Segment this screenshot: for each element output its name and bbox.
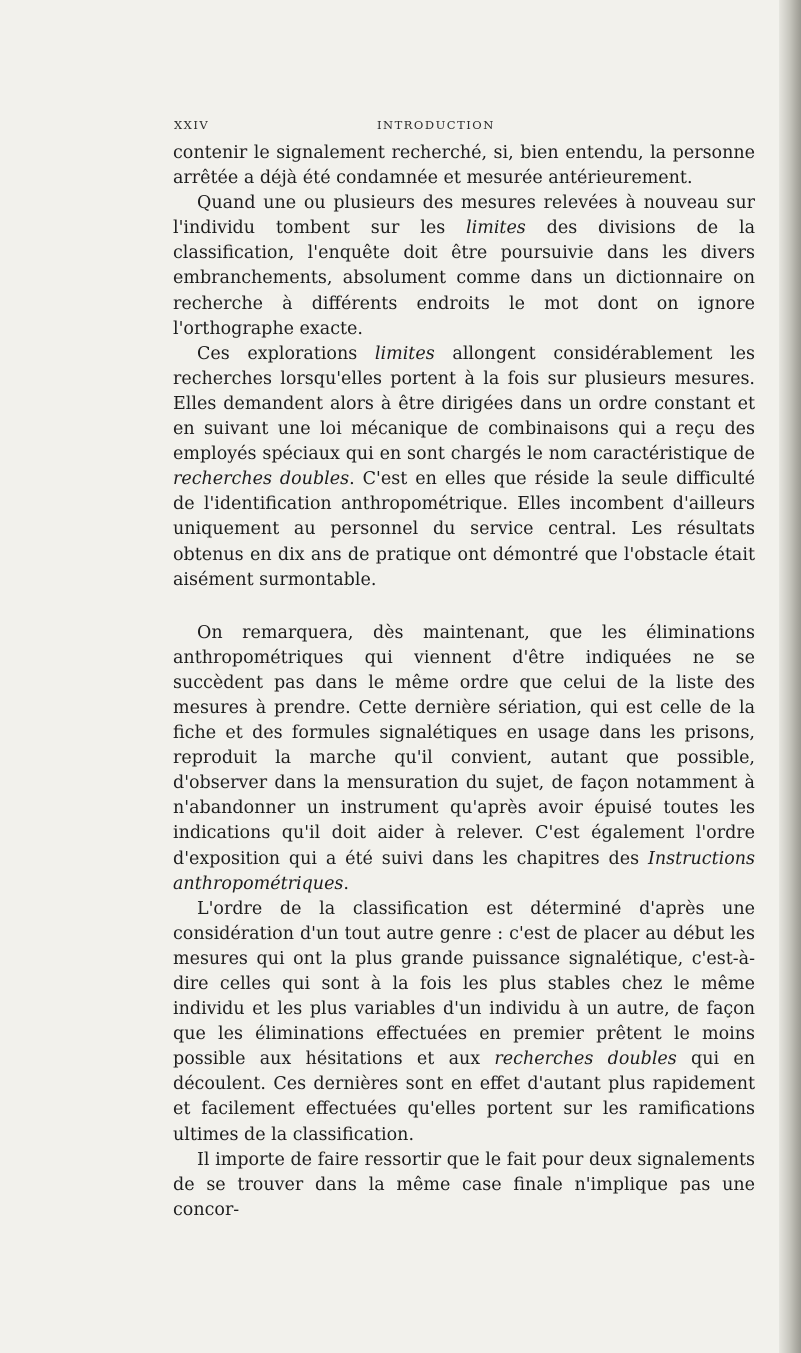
- paragraph-6: [173, 1148, 755, 1223]
- paragraph-4-text-a: On remarquera, dès maintenant, que les éliminations anthropométriques qui viennent d'être indiquées ne se succèdent pas dans le même ordre que celui de la liste des mesures à prendre. Cette dernière sériation, qui est celle de la fiche et des formules signalétiques en usage dans les prisons, reproduit la marche qu'il convient, autant que possible, d'observer dans la mensuration du sujet, de façon notamment à n'abandonner un instrument qu'après avoir épuisé toutes les indications qu'il doit aider à relever. C'est également l'ordre d'exposition qui a été suivi dans les chapitres des: [173, 622, 755, 869]
- paragraph-5-italic-recherches-doubles: recherches doubles: [494, 1049, 677, 1070]
- paragraph-2: [173, 191, 755, 342]
- paragraph-2-italic-limites: limites: [466, 218, 526, 239]
- paragraph-4: [173, 621, 755, 897]
- page-number: XXIV: [174, 118, 210, 132]
- paragraph-4-text-b: .: [343, 873, 349, 894]
- running-head: [174, 118, 634, 134]
- paragraph-2-text-b: des divisions de la classification, l'enquête doit être poursuivie dans les divers embranchements, absolument comme dans un dictionnaire on recherche à différents endroits le mot dont on ignore l'orthographe exacte.: [173, 218, 755, 339]
- page-edge-shadow: [779, 0, 801, 1353]
- paragraph-3: [173, 342, 755, 593]
- paragraph-3-text-a: Ces explorations: [197, 343, 375, 364]
- paragraph-3-text-c: . C'est en elles que réside la seule difficulté de l'identification anthropométrique. Elles incombent d'ailleurs uniquement au personnel du service central. Les résultats obtenus en dix ans de pratique ont démontré que l'obstacle était aisément surmontable.: [173, 469, 755, 590]
- paragraph-5-text-b: qui en découlent. Ces dernières sont en effet d'autant plus rapidement et facilement effectuées qu'elles portent sur les ramifications ultimes de la classification.: [173, 1049, 755, 1145]
- paragraph-3-italic-limites: limites: [374, 343, 435, 364]
- paragraph-3-text-b: allongent considérablement les recherches lorsqu'elles portent à la fois sur plusieurs mesures. Elles demandent alors à être dirigées dans un ordre constant et en suivant une loi mécanique de combinaisons qui a reçu des employés spéciaux qui en sont chargés le nom caractéristique de: [173, 343, 755, 465]
- section-title: INTRODUCTION: [377, 118, 495, 132]
- paragraph-6-text: Il importe de faire ressortir que le fait pour deux signalements de se trouver dans la même case finale n'implique pas une concor-: [173, 1149, 755, 1220]
- paragraph-4-italic-instructions: Instructions anthropométriques: [173, 848, 755, 894]
- body-text: [173, 141, 755, 1223]
- paragraph-3-italic-recherches-doubles: recherches doubles: [173, 469, 350, 490]
- paragraph-1-text: contenir le signalement recherché, si, bien entendu, la personne arrêtée a déjà été condamnée et mesurée antérieurement.: [173, 143, 755, 189]
- paragraph-5-text-a: L'ordre de la classification est déterminé d'après une considération d'un tout autre genre : c'est de placer au début les mesures qui ont la plus grande puissance signalétique, c'est-à-dire celles qui sont à la fois les plus stables chez le même individu et les plus variables d'un individu à un autre, de façon que les éliminations effectuées en premier prêtent le moins possible aux hésitations et aux: [173, 898, 755, 1070]
- paragraph-1: [173, 141, 755, 191]
- paragraph-5: [173, 897, 755, 1148]
- paragraph-2-text-a: Quand une ou plusieurs des mesures relevées à nouveau sur l'individu tombent sur les: [173, 193, 755, 239]
